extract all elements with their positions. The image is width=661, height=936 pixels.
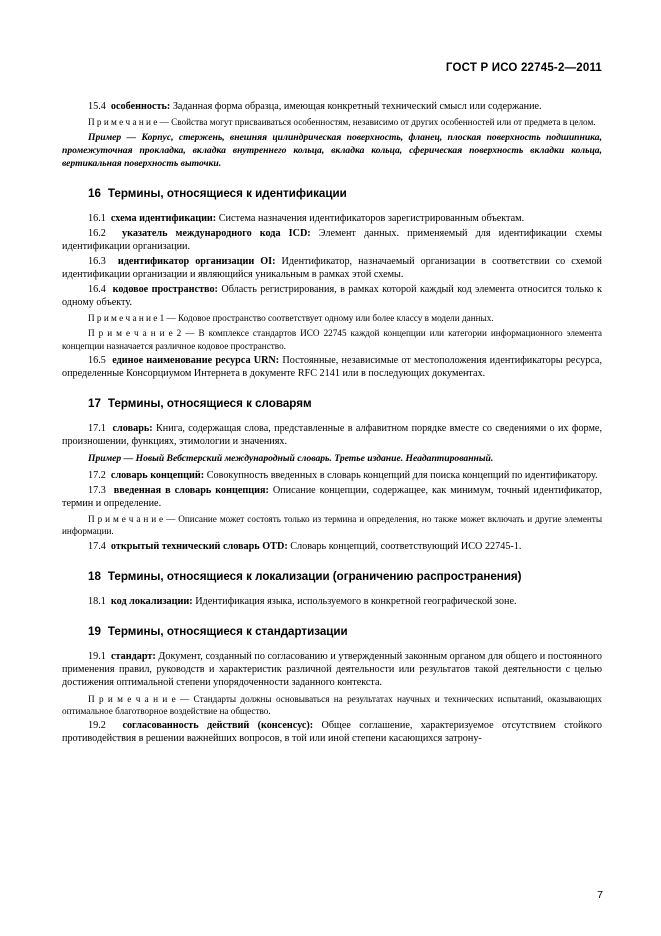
section-title: Термины, относящиеся к словарям	[107, 397, 312, 411]
section-title: Термины, относящиеся к идентификации	[107, 187, 347, 201]
section-number: 18	[88, 569, 101, 583]
clause-number: 17.4	[88, 540, 106, 552]
clause-term: указатель международного кода ICD:	[122, 227, 311, 239]
clause-text: Словарь концепций, соответствующий ИСО 22745-1.	[287, 540, 522, 552]
document-body	[62, 100, 602, 745]
clause-number: 17.3	[88, 484, 106, 496]
clause-paragraph	[62, 283, 602, 309]
clause-number: 16.4	[88, 283, 106, 295]
note-label: П р и м е ч а н и е 1	[88, 313, 167, 324]
section-heading	[62, 625, 602, 639]
clause-text: Книга, содержащая слова, представленные в алфавитном порядке вместе со сведениями о их форме, произношении, функциях, этимологии и значениях.	[62, 423, 602, 448]
clause-text: Общее соглашение, характеризуемое отсутствием стойкого противодействия в решении важнейших вопросов, в той или иной степени касающихся затрону-	[62, 720, 602, 745]
clause-text: Постоянные, независимые от местоположения идентификаторы ресурса, определенные Консорциумом Интернета в документе RFC 2141 или в последующих документах.	[62, 354, 602, 379]
clause-text: Идентификация языка, используемого в конкретной географической зоне.	[192, 595, 517, 607]
clause-text: Система назначения идентификаторов зарегистрированным объектам.	[216, 213, 525, 225]
clause-text: Область регистрирования, в рамках которой каждый код элемента относится только к одному объекту.	[62, 283, 602, 308]
clause-term: открытый технический словарь OTD:	[110, 540, 288, 552]
section-heading	[62, 397, 602, 411]
clause-term: кодовое пространство:	[112, 283, 218, 295]
clause-term: единое наименование ресурса URN:	[112, 354, 280, 366]
clause-paragraph	[62, 227, 602, 253]
clause-number: 16.1	[88, 213, 106, 225]
clause-number: 16.3	[88, 255, 106, 267]
note-paragraph	[62, 312, 602, 324]
section-number: 19	[88, 625, 101, 639]
note-label: П р и м е ч а н и е	[88, 514, 167, 525]
clause-number: 19.2	[88, 720, 106, 732]
clause-term: код локализации:	[110, 595, 193, 607]
section-title: Термины, относящиеся к локализации (ограничению распространения)	[107, 569, 522, 583]
note-paragraph	[62, 693, 602, 717]
clause-term: согласованность действий (консенсус):	[122, 720, 314, 732]
section-number: 17	[88, 397, 101, 411]
clause-term: словарь концепций:	[110, 470, 205, 482]
clause-number: 17.1	[88, 423, 106, 435]
section-number: 16	[88, 187, 101, 201]
section-heading	[62, 570, 602, 584]
section-title: Термины, относящиеся к стандартизации	[107, 625, 348, 639]
clause-number: 15.4	[88, 101, 106, 112]
clause-text: Элемент данных. применяемый для идентификации схемы идентификации организации.	[62, 227, 603, 253]
note-paragraph	[62, 116, 602, 128]
clause-text: Описание концепции, содержащее, как минимум, точный идентификатор, термин и определение.	[62, 484, 603, 510]
note-label: П р и м е ч а н и е 2	[88, 328, 186, 339]
clause-paragraph	[62, 422, 602, 448]
clause-paragraph	[62, 595, 602, 608]
clause-term: словарь:	[112, 423, 153, 435]
note-text: — Кодовое пространство соответствует одному или более классу в модели данных.	[166, 313, 494, 324]
clause-paragraph	[62, 484, 602, 510]
note-text: — Описание может состоять только из термина и определения, но также может включать и другие элементы информации.	[62, 514, 602, 537]
note-text: — Свойства могут присваиваться особенностям, независимо от других особенностей или от предмета в целом.	[159, 117, 596, 128]
clause-paragraph	[62, 719, 602, 745]
clause-paragraph	[62, 100, 602, 113]
example-paragraph: Пример — Новый Вебстерский международный словарь. Третье издание. Неадаптированный.	[88, 452, 494, 464]
clause-paragraph	[62, 540, 602, 553]
clause-paragraph	[62, 354, 602, 380]
note-label: П р и м е ч а н и е	[88, 693, 181, 704]
clause-paragraph	[62, 255, 602, 281]
clause-term: особенность:	[110, 101, 171, 112]
clause-number: 16.2	[88, 227, 106, 239]
clause-term: идентификатор организации OI:	[117, 255, 276, 267]
page-number: 7	[597, 889, 603, 901]
clause-term: стандарт:	[111, 651, 156, 663]
page-header: ГОСТ Р ИСО 22745-2—2011	[445, 62, 602, 74]
clause-paragraph	[62, 469, 602, 482]
clause-paragraph	[62, 650, 602, 690]
clause-text: Идентификатор, назначаемый организации в соответствии со схемой идентификации организации и являющийся уникальным в рамках этой схемы.	[62, 255, 602, 280]
note-paragraph	[62, 513, 602, 537]
note-text: — В комплексе стандартов ИСО 22745 каждой концепции или категории информационного элемента концепции назначается различное кодовое пространство.	[62, 328, 602, 351]
clause-number: 17.2	[88, 470, 106, 482]
section-heading	[62, 187, 602, 201]
note-text: — Стандарты должны основываться на результатах научных и технических испытаний, оказывающих оптимальное благотворное воздействие на общество.	[62, 693, 602, 716]
clause-term: введенная в словарь концепция:	[113, 484, 269, 496]
clause-text: Заданная форма образца, имеющая конкретный технический смысл или содержание.	[170, 101, 542, 112]
clause-number: 16.5	[88, 354, 106, 366]
clause-paragraph	[62, 212, 602, 225]
clause-number: 19.1	[88, 651, 106, 663]
note-paragraph	[62, 327, 602, 351]
clause-text: Совокупность введенных в словарь концепций для поиска концепций по идентификатору.	[204, 470, 598, 482]
clause-term: схема идентификации:	[110, 213, 217, 225]
note-label: П р и м е ч а н и е	[88, 117, 160, 128]
page-content	[62, 62, 602, 747]
clause-text: Документ, созданный по согласованию и утвержденный законным органом для общего и постоянного применения правил, руководств и характеристик различной деятельности или результатов такой деятельности с целью достижения оптимальной степени упорядоченности заданного контекста.	[62, 651, 602, 689]
clause-number: 18.1	[88, 595, 106, 607]
example-paragraph: Пример — Корпус, стержень, внешняя цилиндрическая поверхность, фланец, плоская поверхность подшипника, промежуточная прокладка, вкладка внутреннего кольца, вкладка кольца, сферическая поверхность вкладки кольца, вертикальная поверхность выточки.	[62, 132, 602, 169]
